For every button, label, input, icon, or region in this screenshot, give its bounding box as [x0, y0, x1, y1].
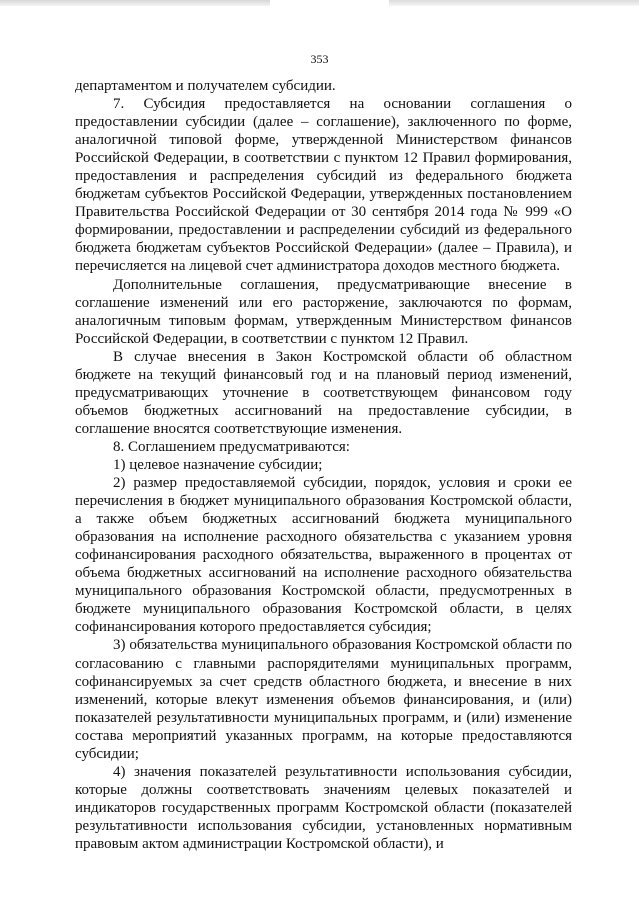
paragraph-item-7: 7. Субсидия предоставляется на основании соглашения о предоставлении субсидии (далее – соглашение), заключенного по форме, аналогичной типовой форме, утвержденной Министерством финансов Российской Федерации, в соответствии с пунктом 12 Правил формирования, предоставления и распределения субсидий из федерального бюджета бюджетам субъектов Российской Федерации, утвержденных постановлением Правительства Российской Федерации от 30 сентября 2014 года № 999 «О формировании, предоставлении и распределении субсидий из федерального бюджета бюджетам субъектов Российской Федерации» (далее – Правила), и перечисляется на лицевой счет администратора доходов местного бюджета. — [75, 96, 572, 275]
paragraph-continuation: департаментом и получателем субсидии. — [75, 78, 336, 94]
paragraph-budget-changes: В случае внесения в Закон Костромской области об областном бюджете на текущий финансовый год и на плановый период изменений, предусматривающих уточнение в соответствующем финансовом году объемов бюджетных ассигнований на предоставление субсидии, в соглашение вносятся соответствующие изменения. — [75, 348, 572, 437]
list-item-2: 2) размер предоставляемой субсидии, порядок, условия и сроки ее перечисления в бюджет муниципального образования Костромской области, а также объем бюджетных ассигнований бюджета муниципального образования на исполнение расходного обязательства с указанием уровня софинансирования расходного обязательства, выраженного в процентах от объема бюджетных ассигнований на исполнение расходного обязательства муниципального образования Костромской области, предусмотренных в бюджете муниципального образования Костромской области, в целях софинансирования которого предоставляется субсидия; — [75, 475, 572, 636]
page-number: 353 — [310, 52, 329, 66]
list-item-3: 3) обязательства муниципального образования Костромской области по согласованию с главными распорядителями муниципальных программ, софинансируемых за счет средств областного бюджета, и внесение в них изменений, которые влекут изменения объемов финансирования, и (или) показателей результативности муниципальных программ, и (или) изменение состава мероприятий указанных программ, на которые предоставляются субсидии; — [75, 637, 572, 762]
paragraph-item-8: 8. Соглашением предусматриваются: — [113, 438, 350, 455]
paragraph-additional-agreements: Дополнительные соглашения, предусматривающие внесение в соглашение изменений или его расторжение, заключаются по формам, аналогичным типовым формам, утвержденным Министерством финансов Российской Федерации, в соответствии с пунктом 12 Правил. — [75, 276, 572, 347]
list-item-4: 4) значения показателей результативности использования субсидии, которые должны соответствовать значениям целевых показателей и индикаторов государственных программ Костромской области (показателей результативности использования субсидии, установленных нормативным правовым актом администрации Костромской области), и — [75, 763, 572, 852]
scan-edge-right — [389, 0, 639, 6]
document-body — [75, 77, 572, 853]
scan-edge-left — [0, 0, 270, 6]
list-item-1: 1) целевое назначение субсидии; — [113, 456, 323, 473]
